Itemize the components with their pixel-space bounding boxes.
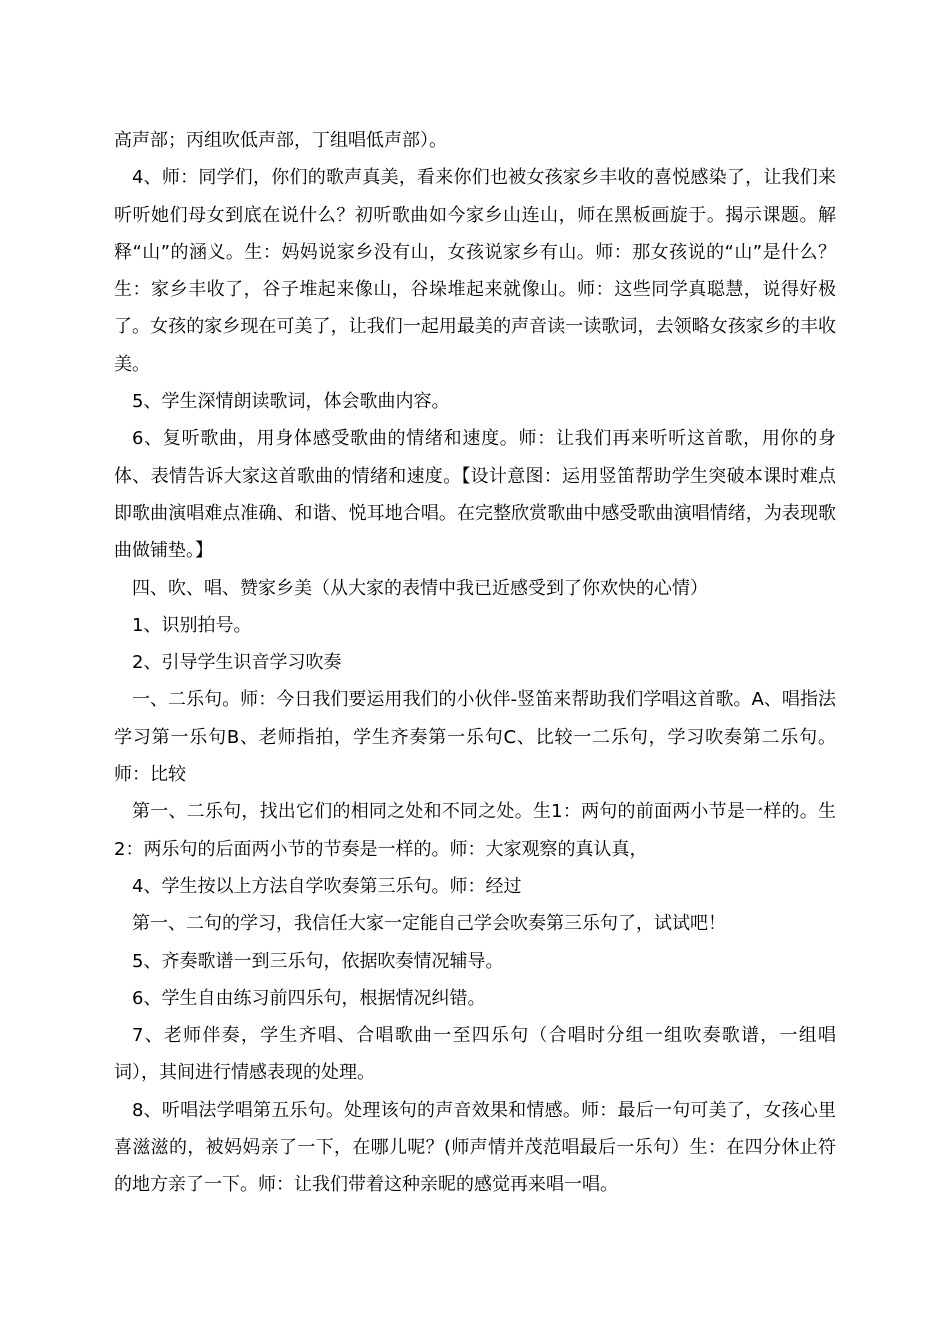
paragraph-phrases-one-two: 一、二乐句。师：今日我们要运用我们的小伙伴-竖笛来帮助我们学唱这首歌。A、唱指法学习第一乐句B、老师指拍，学生齐奏第一乐句C、比较一二乐句，学习吹奏第二乐句。师：比较 xyxy=(114,689,836,786)
paragraph-item-2: 2、引导学生识音学习吹奏 xyxy=(132,652,342,674)
paragraph-item-7: 7、老师伴奏，学生齐唱、合唱歌曲一至四乐句（合唱时分组一组吹奏歌谱，一组唱词），其间进行情感表现的处理。 xyxy=(114,1025,836,1084)
paragraph-third-phrase: 第一、二句的学习，我信任大家一定能自己学会吹奏第三乐句了，试试吧！ xyxy=(132,913,726,935)
paragraph-compare-phrases: 第一、二乐句，找出它们的相同之处和不同之处。生1：两句的前面两小节是一样的。生2：两乐句的后面两小节的节奏是一样的。师：大家观察的真认真， xyxy=(114,801,836,860)
section-heading-four: 四、吹、唱、赞家乡美（从大家的表情中我已近感受到了你欢快的心情） xyxy=(132,577,708,599)
paragraph-item-6: 6、学生自由练习前四乐句，根据情况纠错。 xyxy=(132,987,486,1009)
paragraph-step-4: 4、师：同学们，你们的歌声真美，看来你们也被女孩家乡丰收的喜悦感染了，让我们来听听她们母女到底在说什么？初听歌曲如今家乡山连山，师在黑板画旋于。揭示课题。解释“山”的涵义。生：妈妈说家乡没有山，女孩说家乡有山。师：那女孩说的“山”是什么？生：家乡丰收了，谷子堆起来像山，谷垛堆起来就像山。师：这些同学真聪慧，说得好极了。女孩的家乡现在可美了，让我们一起用最美的声音读一读歌词，去领略女孩家乡的丰收美。 xyxy=(114,167,836,375)
paragraph-item-8: 8、听唱法学唱第五乐句。处理该句的声音效果和情感。师：最后一句可美了，女孩心里喜滋滋的，被妈妈亲了一下，在哪儿呢？(师声情并茂范唱最后一乐句）生：在四分休止符的地方亲了一下。师：让我们带着这种亲昵的感觉再来唱一唱。 xyxy=(114,1099,836,1196)
paragraph-step-6: 6、复听歌曲，用身体感受歌曲的情绪和速度。师：让我们再来听听这首歌，用你的身体、表情告诉大家这首歌曲的情绪和速度。【设计意图：运用竖笛帮助学生突破本课时难点即歌曲演唱难点准确、和谐、悦耳地合唱。在完整欣赏歌曲中感受歌曲演唱情绪，为表现歌曲做铺垫。】 xyxy=(114,428,836,562)
paragraph-item-4: 4、学生按以上方法自学吹奏第三乐句。师：经过 xyxy=(132,875,522,897)
paragraph-continuation: 高声部；丙组吹低声部，丁组唱低声部）。 xyxy=(114,130,447,151)
paragraph-item-5: 5、齐奏歌谱一到三乐句，依据吹奏情况辅导。 xyxy=(132,950,504,972)
paragraph-step-5: 5、学生深情朗读歌词，体会歌曲内容。 xyxy=(132,391,450,413)
paragraph-item-1: 1、识别拍号。 xyxy=(132,614,252,636)
document-page xyxy=(114,122,836,1204)
